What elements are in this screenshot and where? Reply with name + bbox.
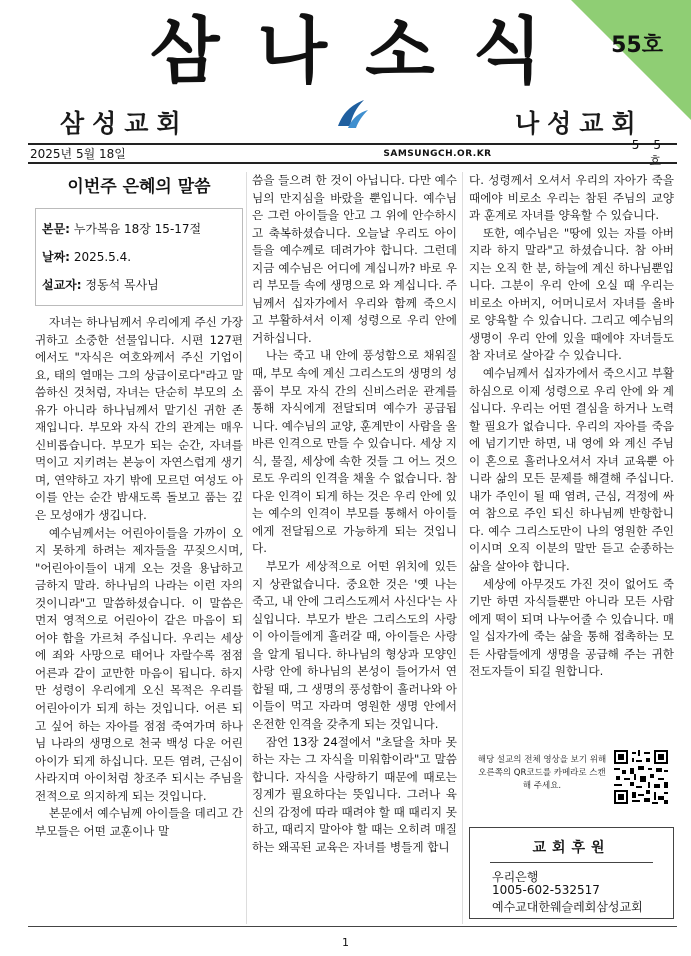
footer-rule [28, 926, 677, 927]
website-link[interactable]: SAMSUNGCH.OR.KR [383, 148, 492, 159]
scripture-label: 본문: [42, 222, 70, 236]
paragraph: 자녀는 하나님께서 우리에게 주신 가장 귀하고 소중한 선물입니다. 시편 127편에서도 "자식은 여호와께서 주신 기업이요, 태의 열매는 그의 상급이로다"라고 말씀하신 것처럼, 자녀는 단순히 부모의 소유가 아니라 하나님께서 맡기신 귀한 존재입니다. 부모와 자식 간의 관계는 매우 신비롭습니다. 부모가 되는 순간, 자녀를 먹이고 지키려는 본능이 자연스럽게 생기며, 연약하고 자기 밖에 모르던 여성도 아이를 안는 순간 밤새도록 돌보고 품는 깊은 모성애가 생깁니다. [35, 315, 243, 523]
flame-logo-icon [334, 96, 370, 136]
column-3 [469, 172, 674, 681]
church-name-right: 나성교회 [515, 109, 644, 138]
bank-name: 우리은행 [492, 870, 539, 884]
paragraph: 잠언 13장 24절에서 "초달을 차마 못 하는 자는 그 자식을 미워함이라"고 말씀합니다. 자식을 사랑하기 때문에 때로는 징계가 필요하다는 뜻입니다. 그러나 육신의 감정에 따라 때려야 할 때 때리지 못하고, 때리지 말아야 할 때는 오히려 매질하는 왜곡된 교육은 자녀를 병들게 합니 [252, 734, 457, 854]
paragraph: 다. 성령께서 오셔서 우리의 자아가 죽을 때에야 비로소 우리는 참된 주님의 교양과 훈계로 자녀를 양육할 수 있습니다. [469, 173, 674, 223]
paragraph: 나는 죽고 내 안에 풍성함으로 채워질 때, 부모 속에 계신 그리스도의 생명의 성품이 부모 자식 간의 신비스러운 관계를 통해 자식에게 전달되며 예수가 공급됩니다. 예수님의 교양, 훈계만이 사람을 올바른 인격으로 만들 수 있습니다. 세상 지식, 물질, 세상에 속한 것들 그 어느 것으로도 우리의 인격을 채울 수 없습니다. 참다운 인격이 되게 하는 것은 우리 안에 있는 예수의 인격이 부모를 통해서 아이들에게 전달됨으로 가능하게 되는 것입니다. [252, 348, 457, 556]
qr-code-icon[interactable] [612, 748, 670, 806]
sermon-date: 2025.5.4. [73, 250, 132, 264]
date-label: 날짜: [42, 250, 70, 264]
issue-date: 2025년 5월 18일 [30, 147, 126, 161]
issue-badge: 55호 [611, 33, 663, 58]
qr-section [469, 746, 674, 816]
column-1 [35, 172, 243, 840]
corner-accent [571, 0, 691, 120]
paragraph: 또한, 예수님은 "땅에 있는 자를 아버지라 하지 말라"고 하셨습니다. 참 아버지는 오직 한 분, 하늘에 계신 하나님뿐입니다. 그분이 우리 안에 오실 때 우리는 비로소 아버지, 어머니로서 자녀를 올바로 양육할 수 있습니다. 그리고 예수님의 생명이 우리 안에 있을 때에야 자녀들도 참 자녀로 살아갈 수 있습니다. [469, 225, 674, 363]
column-2 [252, 172, 457, 856]
paragraph: 세상에 아무것도 가진 것이 없어도 죽기만 하면 자식들뿐만 아니라 모든 사람에게 떡이 되며 나누어줄 수 있습니다. 매일 십자가에 죽는 삶을 통해 접촉하는 모든 사람들에게 생명을 공급해 주는 귀한 전도자들이 되길 원합니다. [469, 576, 674, 679]
page-number: 1 [342, 936, 349, 949]
paragraph: 예수님께서 십자가에서 죽으시고 부활하심으로 이제 성령으로 우리 안에 와 계십니다. 우리는 어떤 결심을 하거나 노력할 필요가 없습니다. 우리의 자아를 죽음에 넘기기만 하면, 내 영에 와 계신 주님이 혼으로 흘러나오셔서 자녀 교육뿐 아니라 삶의 모든 문제를 해결해 주십니다. 내가 주인이 될 때 염려, 근심, 걱정에 싸여 참으로 주인 되신 하나님께 반항합니다. 예수 그리스도만이 나의 영원한 주인이시며 오직 이분의 말만 듣고 순종하는 삶을 살아야 합니다. [469, 366, 674, 574]
column-divider [462, 172, 463, 924]
preacher-name: 정동석 목사님 [85, 278, 159, 292]
qr-instruction: 해당 설교의 전체 영상을 보기 위해 오른쪽의 QR코드를 카메라로 스캔해 주세요. [477, 755, 607, 791]
paragraph: 씀을 들으려 한 것이 아닙니다. 다만 예수님의 만지심을 바랐을 뿐입니다. 예수님은 그런 아이들을 안고 그 위에 안수하시고 축복하셨습니다. 오늘날 우리도 아이들을 예수께로 데려가야 합니다. 그런데 지금 예수님은 어디에 계십니까? 바로 우리 부모들 속에 생명으로 와 계십니다. 주님께서 십자가에서 우리와 함께 죽으시고 부활하셔서 이제 성령으로 우리 안에 거하십니다. [252, 173, 457, 345]
paragraph: 본문에서 예수님께 아이들을 데리고 간 부모들은 어떤 교훈이나 말 [35, 806, 243, 838]
account-number: 1005-602-532517 [492, 883, 600, 897]
divider [490, 862, 653, 863]
paragraph: 예수님께서는 어린아이들을 가까이 오지 못하게 하려는 제자들을 꾸짖으시며, "어린아이들이 내게 오는 것을 용납하고 금하지 말라. 하나님의 나라는 이런 자의 것이니라"고 말씀하셨습니다. 이 말씀은 먼저 영적으로 어린아이 같은 마음이 되어야 함을 가르쳐 주십니다. 우리는 세상에 죄와 사망으로 태어나 자랄수록 점점 어른과 같이 교만한 마음이 됩니다. 하지만 성령이 우리에게 오신 목적은 우리를 어린아이가 되게 하는 것입니다. 어른 되고 싶어 하는 자아를 점점 죽여가며 하나님 나라의 생명으로 천국 백성 다운 어린아이가 되게 하십니다. 모든 염려, 근심이 사라지며 아이처럼 창조주 되시는 주님을 전적으로 의지하게 되는 것입니다. [35, 525, 243, 803]
sermon-info-box [35, 208, 243, 306]
dateline [28, 138, 677, 168]
support-title: 교회후원 [532, 840, 611, 856]
issue-number: 55 호 [631, 138, 675, 168]
church-support-box [469, 827, 674, 919]
scripture-ref: 누가복음 18장 15-17절 [73, 222, 202, 236]
account-holder: 예수교대한웨슬레회삼성교회 [492, 900, 643, 914]
preacher-label: 설교자: [42, 278, 82, 292]
article-title: 이번주 은혜의 말씀 [67, 177, 211, 197]
column-divider [246, 172, 247, 924]
masthead-title: 삼나소식 [150, 9, 581, 93]
paragraph: 부모가 세상적으로 어떤 위치에 있든지 상관없습니다. 중요한 것은 '옛 나는 죽고, 내 안에 그리스도께서 사신다'는 사실입니다. 부모가 받은 그리스도의 사랑이 아이들에게 흘러갈 때, 아이들은 사랑을 알게 됩니다. 하나님의 형상과 모양인 사랑 안에 하나님의 본성이 들어가서 연합될 때, 그 생명의 풍성함이 흘러나와 아이들이 먹고 자라며 영원한 생명 안에서 온전한 인격을 갖추게 되는 것입니다. [252, 559, 457, 731]
church-name-left: 삼성교회 [60, 109, 189, 138]
